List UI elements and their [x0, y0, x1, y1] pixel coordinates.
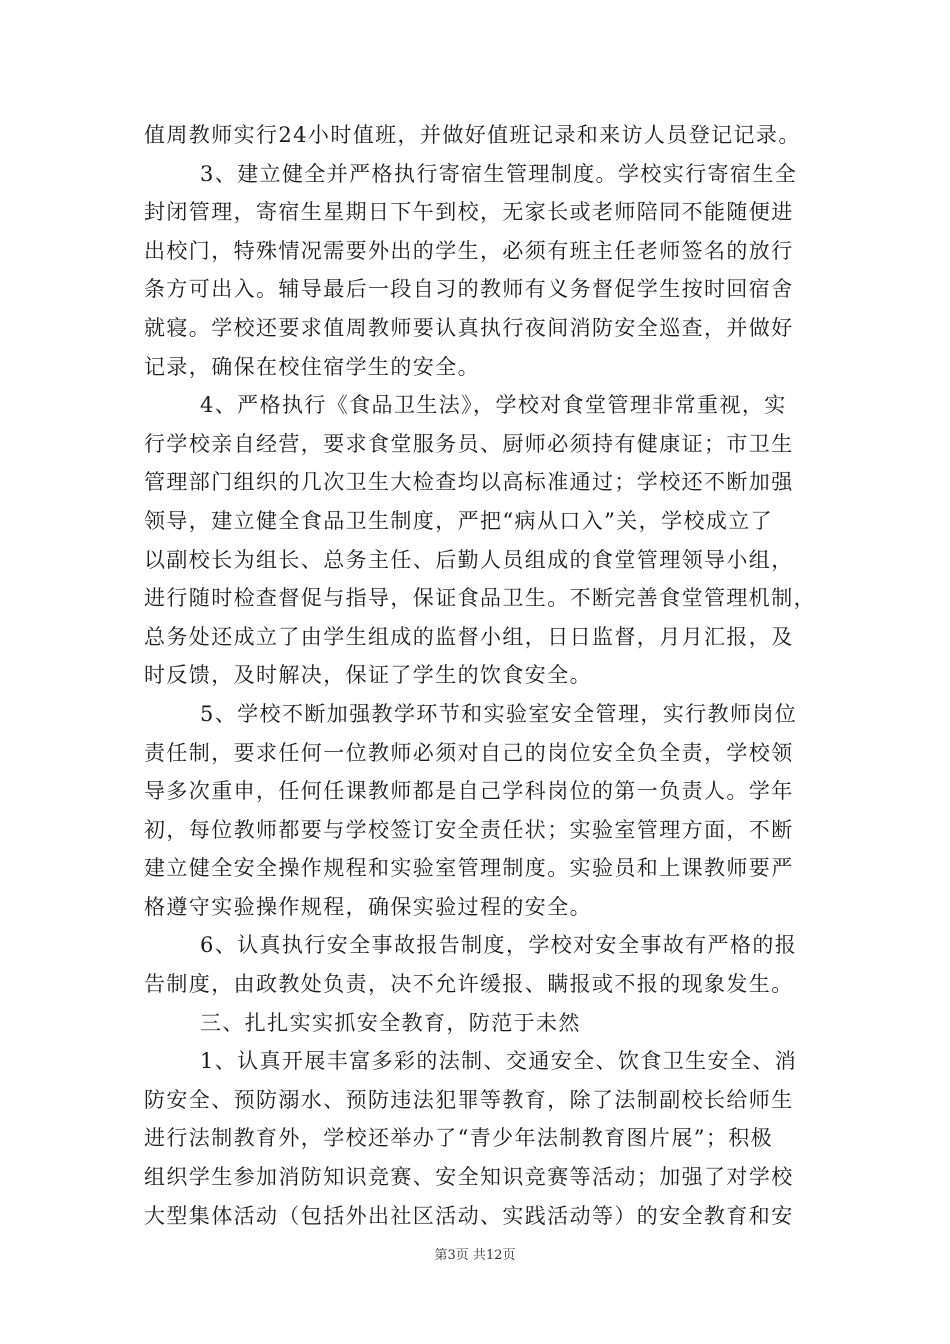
body-line: 出校门，特殊情况需要外出的学生，必须有班主任老师签名的放行: [144, 238, 794, 263]
body-line: 初，每位教师都要与学校签订安全责任状；实验室管理方面，不断: [144, 817, 794, 842]
body-line: 4、严格执行《食品卫生法》，学校对食堂管理非常重视，实: [200, 393, 787, 418]
body-line: 以副校长为组长、总务主任、后勤人员组成的食堂管理领导小组，: [144, 547, 794, 572]
body-line: 建立健全安全操作规程和实验室管理制度。实验员和上课教师要严: [144, 856, 794, 881]
body-line: 进行随时检查督促与指导，保证食品卫生。不断完善食堂管理机制，: [144, 586, 816, 611]
footer-middle: 页 共: [455, 1248, 486, 1263]
body-line: 5、学校不断加强教学环节和实验室安全管理，实行教师岗位: [200, 701, 798, 726]
body-line: 封闭管理，寄宿生星期日下午到校，无家长或老师陪同不能随便进: [144, 200, 794, 225]
body-line: 就寝。学校还要求值周教师要认真执行夜间消防安全巡查，并做好: [144, 315, 794, 340]
body-line: 责任制，要求任何一位教师必须对自己的岗位安全负全责，学校领: [144, 740, 794, 765]
footer-prefix: 第: [434, 1248, 448, 1263]
footer-current-page: 3: [447, 1248, 456, 1263]
body-line: 防安全、预防溺水、预防违法犯罪等教育，除了法制副校长给师生: [144, 1087, 794, 1112]
section-heading: 三、扎扎实实抓安全教育，防范于未然: [200, 1010, 581, 1035]
body-line: 值周教师实行24小时值班，并做好值班记录和来访人员登记记录。: [144, 123, 801, 147]
body-line: 时反馈，及时解决，保证了学生的饮食安全。: [144, 663, 592, 688]
body-line: 告制度，由政教处负责，决不允许缓报、瞒报或不报的现象发生。: [144, 972, 794, 997]
body-line: 记录，确保在校住宿学生的安全。: [144, 354, 480, 379]
body-line: 进行法制教育外，学校还举办了“青少年法制教育图片展”；积极: [144, 1126, 774, 1151]
body-line: 组织学生参加消防知识竞赛、安全知识竞赛等活动；加强了对学校: [144, 1165, 794, 1190]
document-body: [144, 116, 816, 1235]
body-line: 总务处还成立了由学生组成的监督小组，日日监督，月月汇报，及: [144, 624, 794, 649]
body-line: 大型集体活动（包括外出社区活动、实践活动等）的安全教育和安: [144, 1203, 794, 1228]
body-line: 3、建立健全并严格执行寄宿生管理制度。学校实行寄宿生全: [200, 161, 798, 186]
body-line: 格遵守实验操作规程，确保实验过程的安全。: [144, 894, 592, 919]
body-line: 6、认真执行安全事故报告制度，学校对安全事故有严格的报: [200, 933, 798, 958]
body-line: 导多次重申，任何任课教师都是自己学科岗位的第一负责人。学年: [144, 779, 794, 804]
body-line: 管理部门组织的几次卫生大检查均以高标准通过；学校还不断加强: [144, 470, 794, 495]
body-line: 领导，建立健全食品卫生制度，严把“病从口入”关，学校成立了: [144, 508, 774, 533]
body-line: 1、认真开展丰富多彩的法制、交通安全、饮食卫生安全、消: [200, 1049, 798, 1074]
body-line: 行学校亲自经营，要求食堂服务员、厨师必须持有健康证；市卫生: [144, 431, 794, 456]
body-line: 条方可出入。辅导最后一段自习的教师有义务督促学生按时回宿舍: [144, 277, 794, 302]
page-footer: [0, 1244, 950, 1263]
footer-suffix: 页: [502, 1248, 516, 1263]
footer-total-pages: 12: [485, 1248, 503, 1263]
